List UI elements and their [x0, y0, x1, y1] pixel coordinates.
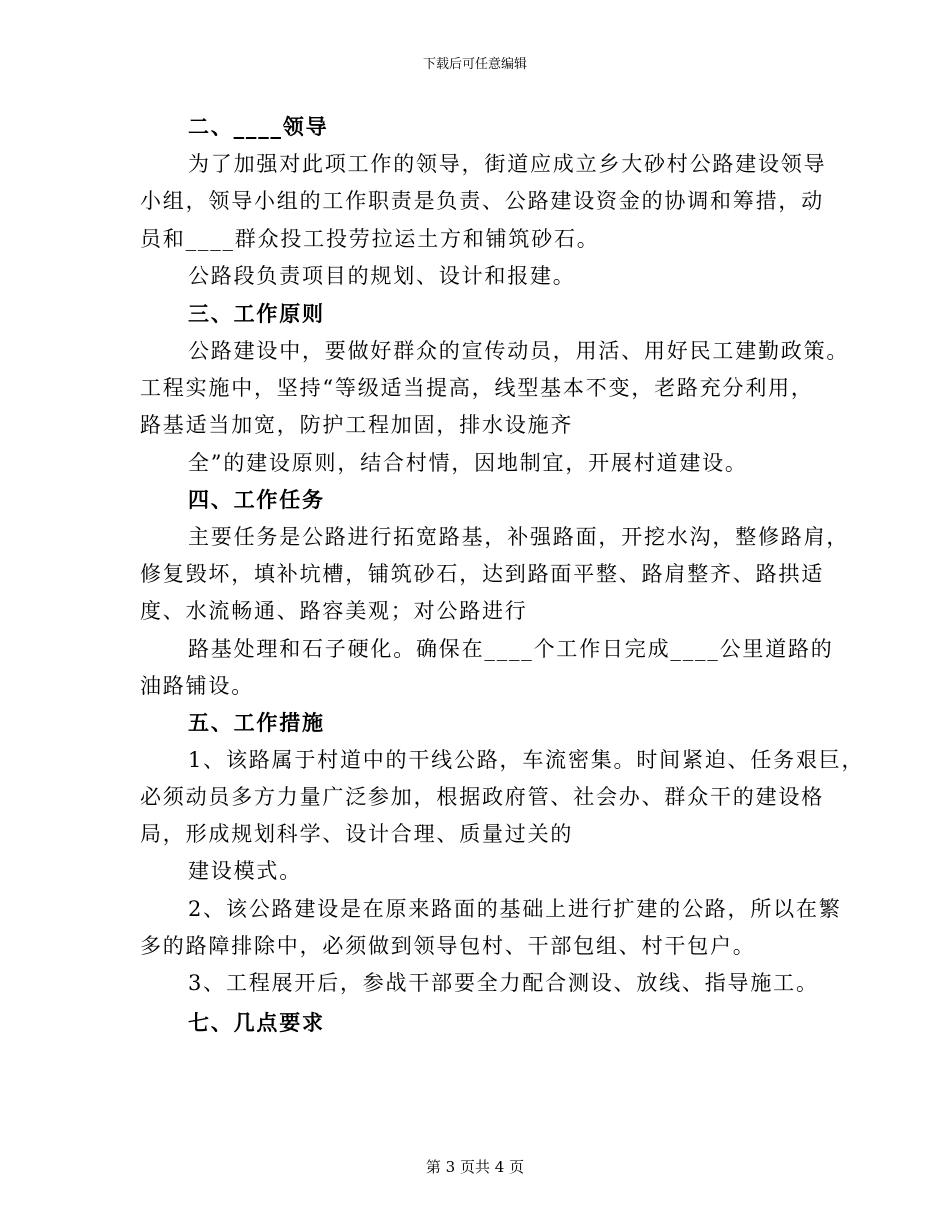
page-footer: 第 3 页共 4 页: [425, 1158, 525, 1176]
paragraph-line: 1、该路属于村道中的干线公路，车流密集。时间紧迫、任务艰巨，: [188, 748, 865, 772]
paragraph-line: 员和____群众投工投劳拉运土方和铺筑砂石。: [140, 227, 600, 251]
paragraph-line: 主要任务是公路进行拓宽路基，补强路面，开挖水沟，整修路肩，: [188, 525, 850, 549]
paragraph-line: 路基适当加宽，防护工程加固，排水设施齐: [140, 413, 574, 437]
paragraph-line: 必须动员多方力量广泛参加，根据政府管、社会办、群众干的建设格: [140, 785, 824, 809]
paragraph-line: 修复毁坏，填补坑槽，铺筑砂石，达到路面平整、路肩整齐、路拱适: [140, 562, 824, 586]
paragraph-line: 公路段负责项目的规划、设计和报建。: [188, 264, 576, 288]
paragraph-line: 为了加强对此项工作的领导，街道应成立乡大砂村公路建设领导: [188, 152, 827, 176]
paragraph-line: 2、该公路建设是在原来路面的基础上进行扩建的公路，所以在繁: [188, 897, 842, 921]
page-header: 下载后可任意编辑: [422, 57, 527, 72]
paragraph-line: 路基处理和石子硬化。确保在____个工作日完成____公里道路的: [188, 637, 834, 661]
paragraph-line: 度、水流畅通、路容美观；对公路进行: [140, 599, 528, 623]
paragraph-line: 油路铺设。: [140, 674, 254, 698]
section-heading: 四、工作任务: [188, 488, 325, 512]
paragraph-line: 公路建设中，要做好群众的宣传动员，用活、用好民工建勤政策。: [188, 339, 850, 363]
section-heading: 七、几点要求: [188, 1011, 325, 1035]
paragraph-line: 小组，领导小组的工作职责是负责、公路建设资金的协调和筹措，动: [140, 189, 824, 213]
paragraph-line: 3、工程展开后，参战干部要全力配合测设、放线、指导施工。: [188, 971, 819, 995]
section-heading: 三、工作原则: [188, 302, 325, 326]
paragraph-line: 建设模式。: [188, 859, 302, 883]
section-heading: 五、工作措施: [188, 711, 325, 735]
section-heading: 二、____领导: [188, 115, 329, 139]
paragraph-line: 全”的建设原则，结合村情，因地制宜，开展村道建设。: [188, 451, 748, 475]
paragraph-line: 局，形成规划科学、设计合理、质量过关的: [140, 822, 574, 846]
paragraph-line: 工程实施中，坚持“等级适当提高，线型基本不变，老路充分利用，: [140, 376, 814, 400]
paragraph-line: 多的路障排除中，必须做到领导包村、干部包组、村干包户。: [140, 934, 756, 958]
